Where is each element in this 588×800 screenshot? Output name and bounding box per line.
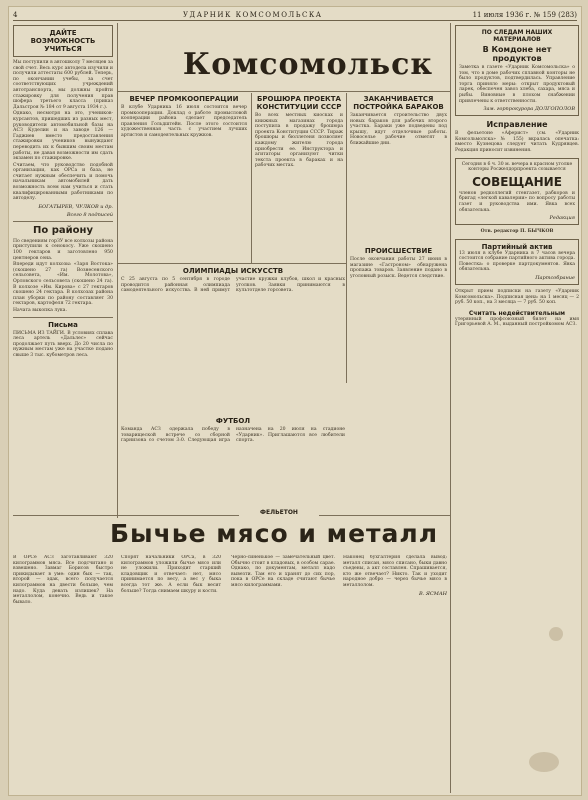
editor-credit: Отв. редактор П. БЫЧКОВ <box>480 229 554 235</box>
newspaper-page <box>8 6 582 796</box>
followup-box <box>455 25 579 116</box>
article-paragraph: ПИСЬМА ИЗ ТАЙГИ. В условиях сплава леса артель «Дальлес» сейчас продолжает путь вверх. До 20 числа по нужным местам уже на участке подано свыше 3 тыс. кубометров леса. <box>13 330 113 358</box>
notice-title: Партийный актив <box>481 242 553 251</box>
party-notice <box>455 239 579 285</box>
article-paragraph: Наконец бухгалтерия сделала вывод: металл списан, мясо списано, быки давно съедены, а акт составлен. Спрашивается, кто же отвечает? Никто. Так и уходит народное добро — через бычье мясо в металлолом. <box>343 555 447 588</box>
article-paragraph: Заканчивается строительство двух новых бараков для рабочих второго участка. Бараки уже подведены под крышу, идут отделочные работы. Новоселье рабочие отметят в ближайшие дни. <box>350 113 447 146</box>
brochure-article <box>255 95 343 259</box>
masthead-title: Комсомольск <box>182 47 434 82</box>
column-rule <box>251 93 252 263</box>
article-signature: БОГАТЫРЕВ, ЧУЛКОВ и др. <box>38 203 113 210</box>
correction-title: Исправление <box>486 120 548 130</box>
article-paragraph: Заметка в газете «Ударник Комсомольска» о том, что в доме рабочих сплавной конторы не было продуктов, подтвердилась. Управление торга приняло меры: открыт продуктовый ларек, обеспечен завоз хлеба, сахара, мяса и рыбы. Виновные в плохом снабжении привлечены к ответственности. <box>459 65 575 104</box>
notice-title: Считать недействительным <box>468 309 566 317</box>
meeting-notice <box>455 158 579 226</box>
column-rule <box>450 23 451 793</box>
section-rule <box>13 515 450 516</box>
feuilleton-column <box>231 555 335 791</box>
divider <box>13 221 113 222</box>
box-title: ПО СЛЕДАМ НАШИХ МАТЕРИАЛОВ <box>481 29 553 43</box>
subscription-notice: Открыт прием подписки на газету «Ударник Комсомольска». Подписная цена: на 1 месяц — 2 руб. 50 коп., на 3 месяца — 7 руб. 50 коп. <box>455 289 579 306</box>
article-paragraph: Однако, несмотря на это, учеников-курсантов, пришедших из разных мест, руководители автомобильной базы на АСЗ Куделин и на заводе 126 — Гаджиев вместо предоставления стажировки учеников вынуждают переводить их к бывшим своим местам работы, не давая возможности им сдать экзамен по стажировке. <box>13 111 113 162</box>
page-number: 4 <box>13 10 18 19</box>
feuilleton-label: ФЕЛЬЕТОН <box>239 509 319 516</box>
football-article <box>121 417 345 512</box>
notice-signature: Редакция <box>549 215 575 222</box>
issue-date: 11 июля 1936 г. № 159 (283) <box>472 10 577 19</box>
column-rule <box>346 93 347 383</box>
article-title: БРОШЮРА ПРОЕКТА КОНСТИТУЦИИ СССР <box>256 95 342 111</box>
article-paragraph: Впереди идут колхозы: «Заря Востока» (скошено 27 га) Вознесенского сельсовета, «Им. Молотова», Орловского сельсовета (скошено 24 га). В колхозе «Им. Кирова» с 27 гектаров скошено 24 гектара. В колхозах района план уборки по району составляет 30 гектаров, картофеля 72 гектара. <box>13 262 113 307</box>
barracks-article <box>350 95 447 245</box>
notice-text: утерянный профсоюзный билет на имя Григорьевой А. М., выданный постройкомом АСЗ. <box>455 316 579 328</box>
article-title: ЗАКАНЧИВАЕТСЯ ПОСТРОЙКА БАРАКОВ <box>353 95 444 111</box>
section-title: Письма <box>48 320 78 329</box>
article-paragraph: Мы поступили в автошколу 7 месяцев за свой счет. Весь курс автодела изучили и получили аттестаты 600 рублей. Теперь, по окончании учебы, за счет соответствующих учреждений автотранспорта, мы должны пройти стажировку для получения прав шофера третьего класса (приказ Дальстроя № 184 от 9 августа 1934 г.). <box>13 60 113 110</box>
article-paragraph: В фельетоне «Аферист» (см. «Ударник Комсольмолска» № 155) вкралась опечатка: вместо Кузнецова следует читать Кудрявцев. Редакция приносит извинения. <box>455 131 579 153</box>
feuilleton-headline: Бычье мясо и металл <box>109 519 439 548</box>
feuilleton-column <box>121 555 221 791</box>
article-paragraph: Во всех местных киосках и книжных магазинах города поступила в продажу брошюра проекта Конституции СССР. Тираж брошюры и бюллетеня позволяет каждому жителю города приобрести ее. Инструктора и агитаторы организуют читки текста проекта в бараках и на рабочих местах. <box>255 113 343 169</box>
article-signature: В. ЯСМАН <box>419 590 447 597</box>
section-title: По району <box>33 224 93 236</box>
article-signature: Зам. горпрокурора ДОЛГОПОЛОВ <box>483 106 575 113</box>
article-title: ПРОИСШЕСТВИЕ <box>364 247 433 255</box>
article-paragraph: С 25 августа по 5 сентября в городе проводится районная олимпиада самодеятельного искусства. В ней примут участие кружки клубов, школ и красных уголков. Заявки принимаются в культотделе горсовета. <box>121 277 345 294</box>
left-column <box>13 25 113 513</box>
evening-article <box>121 95 247 259</box>
notice-signature: Партсобрание <box>535 275 575 282</box>
article-paragraph: По сведениям горЗУ все колхозы района приступили к сенокосу. Уже скошено 100 гектаров и заготовлено 950 центнеров сена. <box>13 238 113 261</box>
notice-text: членов редколлегий стенгазет, рабкоров и бригад «легкой кавалерии» по вопросу работы газет и руководства ими. Явка всех обязательна. <box>459 190 575 213</box>
article-paragraph: Начата выкопка лука. <box>13 307 67 313</box>
article-paragraph: Команда АСЗ одержала победу в товарищеской встрече со сборной гарнизона со счетом 3:0. Следующая игра назначена на 20 июля на стадионе «Ударник». Приглашаются все любители спорта. <box>121 427 345 444</box>
article-paragraph: Черно-синенькое — замечательный цвет. Обычно стоит в кладовых, в особом сарае. Однако, по документам, металл надо вывезти. Там его и хранят до сих пор, пока в ОРСе на складе считают бычье мясо килограммами. <box>231 555 335 588</box>
notice-text: Сегодня в 6 ч. 30 м. вечера в красном уголке конторы Росжелдорпроекта созывается <box>461 161 573 173</box>
article-paragraph: В ОРСе АСЗ заготавливают 320 килограммов мяса. Все подсчитано и взвешено. Завмаг Борисов быстро прикидывает в уме: один бык — так, второй — эдак, всего получается килограммов на двести больше, чем надо. Куда девать излишек? На металлолом, конечно. Ведь и такое бывало. <box>13 555 113 605</box>
box-subtitle: В Комдоне нет продуктов <box>482 45 552 63</box>
article-signature-count: Всего 8 подписей <box>66 211 113 218</box>
article-paragraph: Считаем, что руководство подобной организации, как ОРСа и база, не считает нужным обеспечить и помочь начальникам автомобилей дать возможность всем нам учиться и стать квалифицированными работниками по автоделу. <box>13 162 113 202</box>
section-rule <box>117 263 346 264</box>
incident-article <box>350 247 447 512</box>
right-column <box>455 25 579 793</box>
feuilleton-column <box>343 555 447 791</box>
divider <box>13 317 113 318</box>
olympiad-article <box>121 267 345 412</box>
section-rule <box>117 91 450 92</box>
article-title: ФУТБОЛ <box>215 417 251 425</box>
notice-title: СОВЕЩАНИЕ <box>472 174 562 189</box>
article-title: ОЛИМПИАДЫ ИСКУССТВ <box>182 267 284 275</box>
newspaper-name: УДАРНИК КОМСОМОЛЬСКА <box>183 10 323 19</box>
article-paragraph: Спорят начальники ОРСа, в 320 килограммов уложили бычье мясо или не уложили. Приходит старший кладовщик и отвечает: нет, мясо принимается по весу, а вес у быка всегда тот же. А если бык весит больше? Тогда снимаем шкуру и кости. <box>121 555 221 594</box>
paper-stain <box>529 752 559 772</box>
article-title: ВЕЧЕР ПРОМКООПЕРАЦИИ <box>129 95 239 103</box>
article-paragraph: В клубе Ударника 16 июля состоится вечер промкооперации. Доклад о работе промысловой кооперации района сделает председатель правления Гольдштейн. После этого состоится художественная часть с участием лучших артистов и самодеятельных кружков. <box>121 105 247 138</box>
feuilleton-column <box>13 555 113 791</box>
article-paragraph: После окончания работы 27 июня в магазине «Гастроном» обнаружена пропажа товаров. Заявление подано в уголовный розыск. Ведется следствие. <box>350 257 447 279</box>
notice-text: 13 июля в клубе Ударника в 7 часов вечера состоится собрание партийного актива города. Повестка: о проверке партдокументов. Явка обязательна. <box>459 250 575 273</box>
paper-stain <box>549 627 563 641</box>
page-header <box>13 9 577 21</box>
article-title: ДАЙТЕ ВОЗМОЖНОСТЬ УЧИТЬСЯ <box>13 25 113 57</box>
column-rule <box>117 23 118 518</box>
